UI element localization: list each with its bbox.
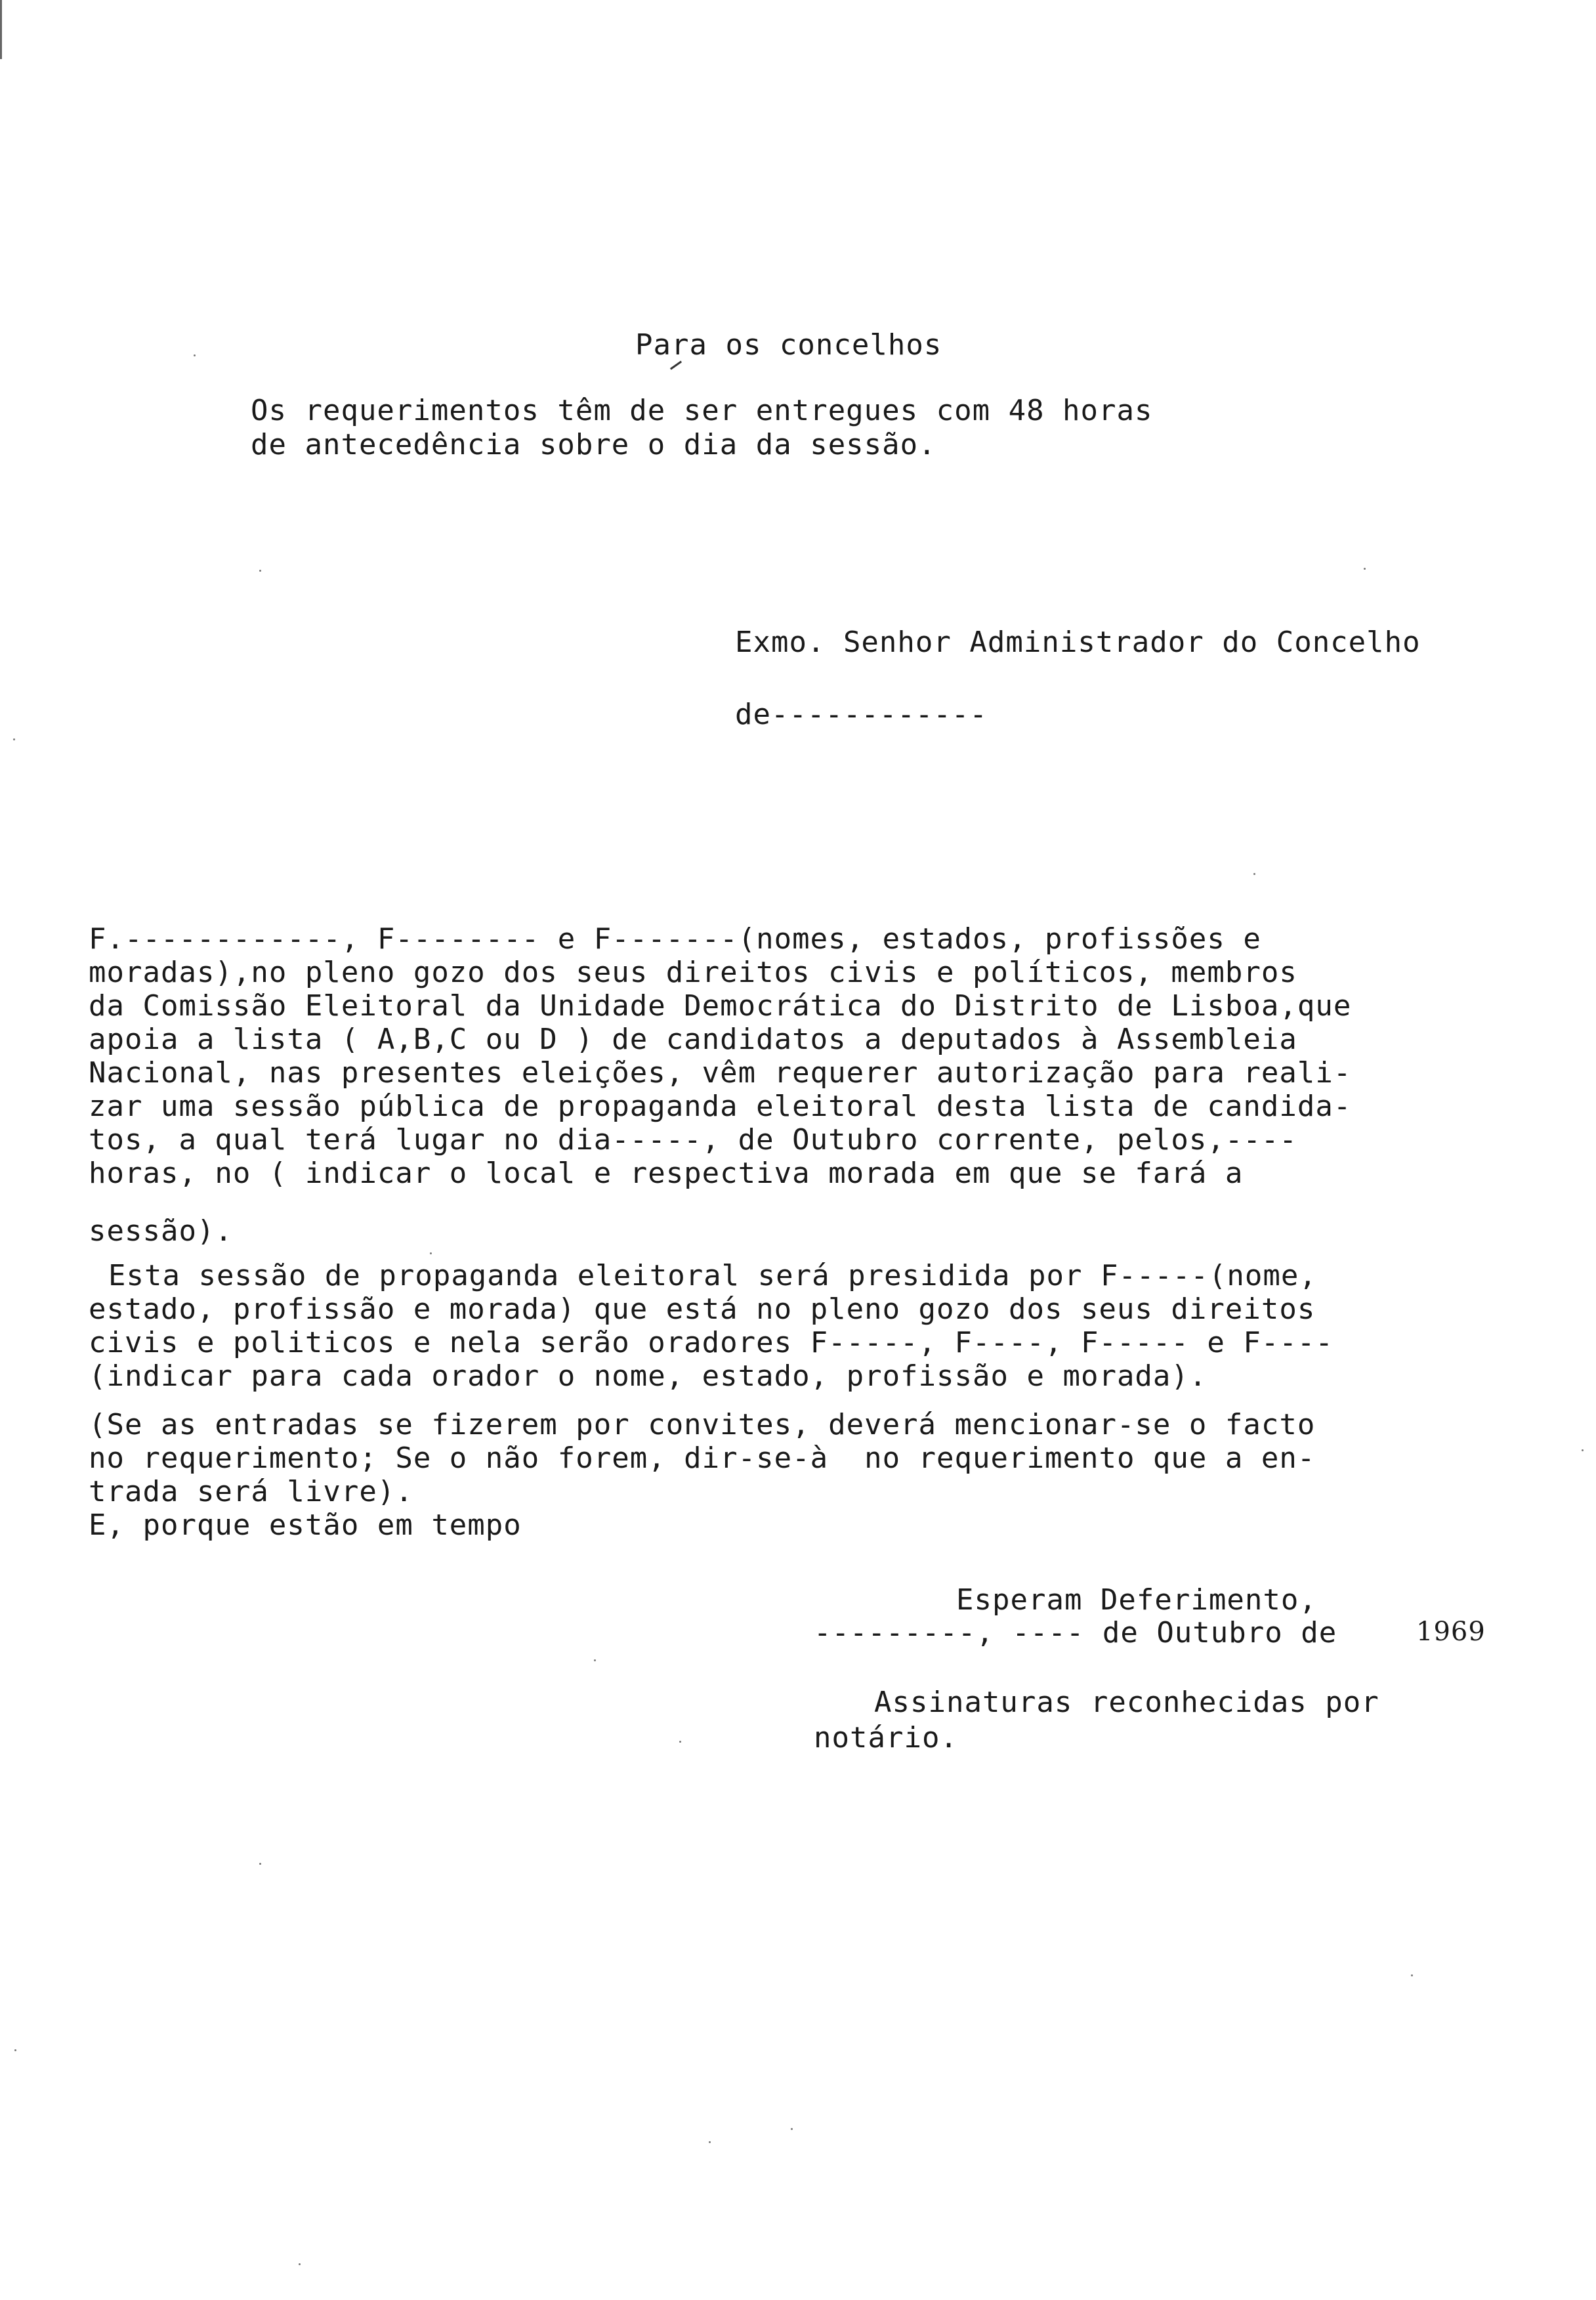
scan-speck bbox=[594, 1659, 596, 1661]
scan-speck bbox=[679, 1741, 681, 1743]
presided-line: (indicar para cada orador o nome, estado, profissão e morada). bbox=[89, 1359, 1208, 1393]
scan-speck bbox=[791, 2128, 793, 2130]
signature-note-line-1: Assinaturas reconhecidas por bbox=[874, 1686, 1379, 1719]
scan-speck bbox=[13, 738, 15, 740]
entries-line: no requerimento; Se o não forem, dir-se-à no requerimento que a en- bbox=[89, 1441, 1316, 1475]
addressee-municipality-blank: de------------ bbox=[735, 698, 988, 731]
document-heading: Para os concelhos bbox=[635, 328, 942, 362]
scan-speck bbox=[1411, 1974, 1413, 1976]
body-line: moradas),no pleno gozo dos seus direitos civis e políticos, membros bbox=[89, 956, 1297, 989]
scan-speck bbox=[430, 1252, 432, 1254]
presided-line: civis e politicos e nela serão oradores F-----, F----, F----- e F---- bbox=[89, 1326, 1334, 1359]
body-tail-line: sessão). bbox=[89, 1214, 233, 1248]
scan-speck bbox=[259, 570, 261, 572]
body-line: F.------------, F-------- e F-------(nomes, estados, profissões e bbox=[89, 922, 1261, 956]
entries-line: E, porque estão em tempo bbox=[89, 1508, 522, 1542]
date-line: ---------, ---- de Outubro de bbox=[814, 1616, 1355, 1650]
entries-line: (Se as entradas se fizerem por convites, deverá mencionar-se o facto bbox=[89, 1408, 1316, 1441]
scan-speck bbox=[299, 2263, 301, 2265]
notice-line-2: de antecedência sobre o dia da sessão. bbox=[251, 428, 936, 461]
scan-edge-mark bbox=[0, 0, 2, 59]
body-line: apoia a lista ( A,B,C ou D ) de candidatos a deputados à Assembleia bbox=[89, 1023, 1297, 1056]
scan-speck bbox=[259, 1863, 261, 1865]
scan-speck bbox=[194, 354, 196, 356]
body-line: horas, no ( indicar o local e respectiva morada em que se fará a bbox=[89, 1157, 1244, 1190]
body-line: da Comissão Eleitoral da Unidade Democrática do Distrito de Lisboa,que bbox=[89, 989, 1352, 1023]
presided-line: Esta sessão de propaganda eleitoral será presidida por F-----(nome, bbox=[108, 1259, 1317, 1292]
scan-speck bbox=[709, 2141, 711, 2143]
addressee-line: Exmo. Senhor Administrador do Concelho bbox=[735, 626, 1421, 659]
scan-speck bbox=[1253, 873, 1255, 875]
body-line: Nacional, nas presentes eleições, vêm requerer autorização para reali- bbox=[89, 1056, 1352, 1090]
presided-line: estado, profissão e morada) que está no pleno gozo dos seus direitos bbox=[89, 1292, 1316, 1326]
entries-line: trada será livre). bbox=[89, 1475, 413, 1508]
handwritten-year: 1969 bbox=[1416, 1617, 1486, 1647]
scan-speck bbox=[1364, 568, 1366, 570]
body-line: tos, a qual terá lugar no dia-----, de Outubro corrente, pelos,---- bbox=[89, 1123, 1297, 1157]
notice-line-1: Os requerimentos têm de ser entregues com 48 horas bbox=[251, 394, 1153, 427]
body-line: zar uma sessão pública de propaganda eleitoral desta lista de candida- bbox=[89, 1090, 1352, 1123]
signature-note-line-2: notário. bbox=[814, 1721, 958, 1755]
scan-speck bbox=[1582, 1449, 1584, 1451]
closing-line: Esperam Deferimento, bbox=[956, 1583, 1317, 1617]
scan-speck bbox=[14, 2049, 16, 2051]
